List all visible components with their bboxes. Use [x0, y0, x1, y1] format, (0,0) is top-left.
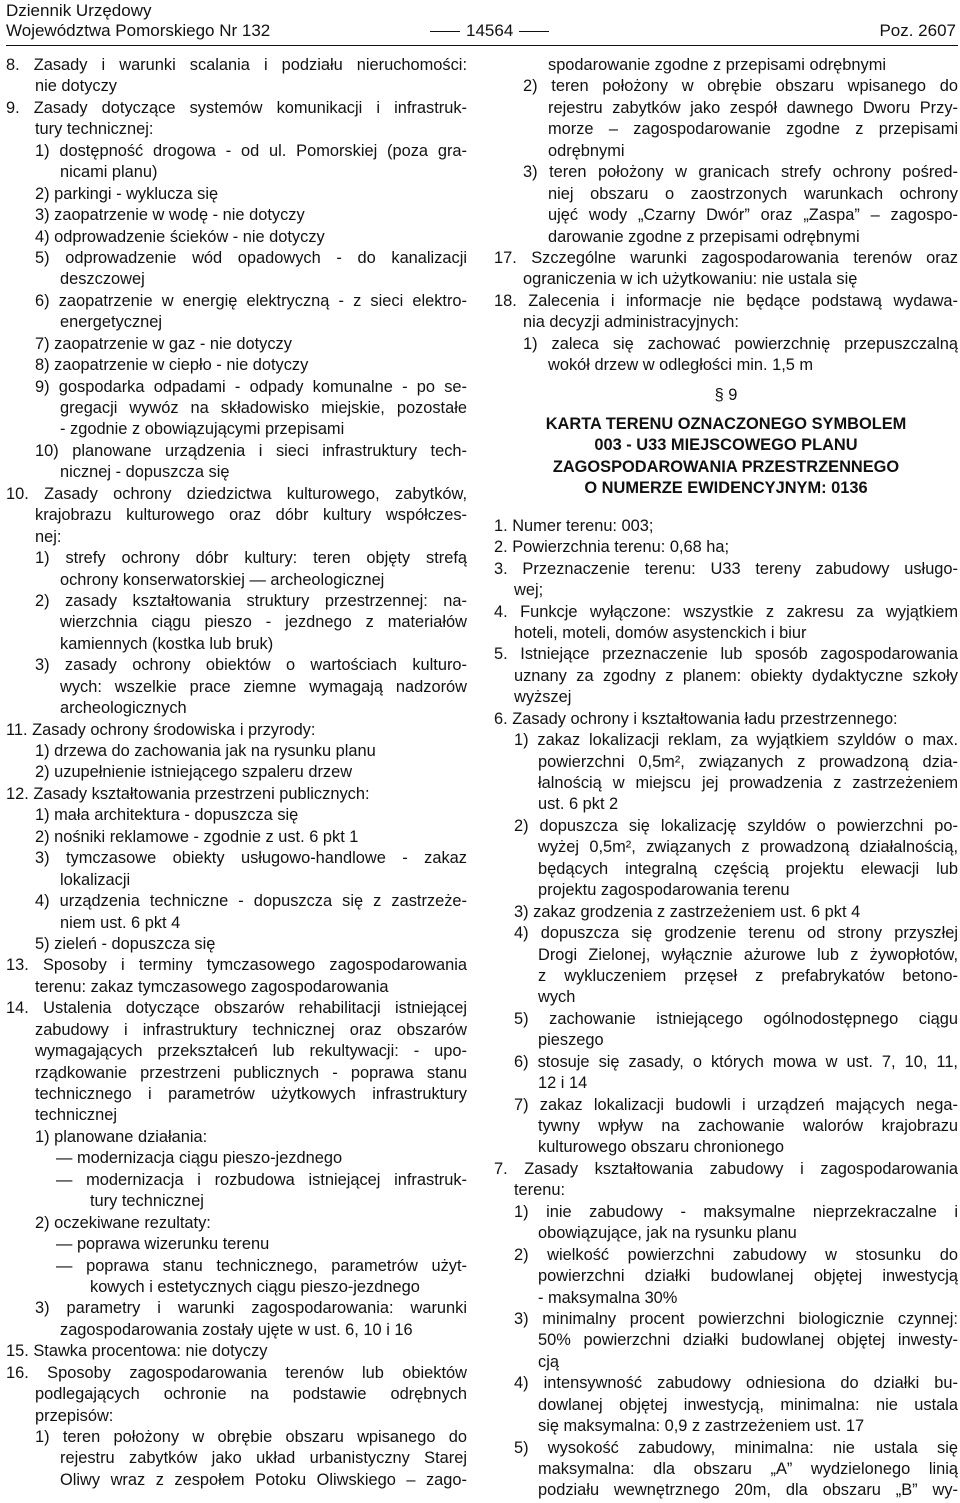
- text-line: [494, 516, 958, 537]
- text-line: [6, 1256, 467, 1277]
- line-text: 2) nośniki reklamowe - zgodnie z ust. 6 pkt 1: [35, 827, 359, 846]
- text-line: [494, 880, 958, 901]
- line-text: 9. Zasady dotyczące systemów komunikacji i infrastruk-: [6, 98, 467, 117]
- section-heading-line: [494, 385, 958, 406]
- line-text: 3) tymczasowe obiekty usługowo-handlowe - zakaz: [35, 849, 467, 868]
- text-line: [6, 955, 467, 976]
- line-text: wyższej: [514, 688, 572, 707]
- line-text: 7) zaopatrzenie w gaz - nie dotyczy: [35, 334, 292, 353]
- line-text: 3) teren położony w granicach strefy ochrony pośred-: [523, 163, 958, 182]
- line-text: powierzchni 0,5m², związanych z prowadzoną dzia-: [538, 752, 958, 771]
- line-text: deszczowej: [60, 270, 145, 289]
- line-text: § 9: [714, 385, 738, 404]
- text-line: [494, 859, 958, 880]
- line-text: 1) strefy ochrony dóbr kultury: teren objęty strefą: [35, 549, 467, 568]
- line-text: 18. Zalecenia i informacje nie będące podstawą wydawa-: [494, 291, 958, 310]
- text-line: [6, 591, 467, 612]
- line-text: 5) zieleń - dopuszcza się: [35, 934, 216, 953]
- line-text: 1) zaleca się zachować powierzchnię przepuszczalną: [523, 334, 958, 353]
- line-text: terenu:: [514, 1181, 566, 1200]
- text-line: [494, 1480, 958, 1501]
- line-text: 2) teren położony w obrębie obszaru wpisanego do: [523, 77, 958, 96]
- text-line: [494, 902, 958, 923]
- line-text: nia decyzji administracyjnych:: [523, 313, 739, 332]
- text-line: [6, 527, 467, 548]
- line-text: pieszego: [538, 1031, 604, 1050]
- line-text: 3. Przeznaczenie terenu: U33 tereny zabudowy usługo-: [494, 559, 958, 578]
- line-text: ZAGOSPODAROWANIA PRZESTRZENNEGO: [552, 457, 900, 476]
- text-line: [6, 998, 467, 1019]
- text-line: [494, 816, 958, 837]
- line-text: — poprawa stanu technicznego, parametrów użyt-: [56, 1256, 467, 1275]
- line-text: O NUMERZE EWIDENCYJNYM: 0136: [584, 479, 868, 498]
- line-text: 4) odprowadzenie ścieków - nie dotyczy: [35, 227, 325, 246]
- text-line: [6, 441, 467, 462]
- text-line: [6, 1384, 467, 1405]
- line-text: 2) dopuszcza się lokalizację szyldów o powierzchni po-: [514, 816, 958, 835]
- line-text: 1) planowane działania:: [35, 1127, 208, 1146]
- text-line: [6, 977, 467, 998]
- section-heading-line: [494, 478, 958, 499]
- line-text: powierzchni działki budowlanej objętej inwestycją: [538, 1267, 958, 1286]
- text-line: [6, 1170, 467, 1191]
- text-line: [494, 334, 958, 355]
- text-line: [6, 1448, 467, 1469]
- journal-region: Województwa Pomorskiego Nr 132: [6, 21, 271, 40]
- line-text: 4) urządzenia techniczne - dopuszcza się z zastrzeże-: [35, 892, 467, 911]
- line-text: 2) parkingi - wyklucza się: [35, 184, 219, 203]
- text-line: [6, 848, 467, 869]
- line-text: niem ust. 6 pkt 4: [60, 913, 181, 932]
- spacer: [494, 377, 958, 385]
- text-line: [6, 119, 467, 140]
- line-text: wymagających przekształceń lub rekultywacji: - upo-: [35, 1042, 467, 1061]
- line-text: Oliwy wraz z zespołem Potoku Oliwskiego – zago-: [60, 1470, 467, 1489]
- text-line: [6, 505, 467, 526]
- line-text: 13. Sposoby i terminy tymczasowego zagospodarowania: [6, 956, 467, 975]
- text-line: [6, 55, 467, 76]
- line-text: Drogi Zielonej, wyłącznie ażurowe lub z żywopłotów,: [538, 945, 958, 964]
- line-text: 7) zakaz lokalizacji budowli i urządzeń mających nega-: [514, 1095, 958, 1114]
- line-text: 3) minimalny procent powierzchni biologicznie czynnej:: [514, 1309, 958, 1328]
- text-line: [6, 248, 467, 269]
- line-text: kamiennych (kostka lub bruk): [60, 634, 274, 653]
- line-text: 4. Funkcje wyłączone: wszystkie z zakresu za wyjątkiem: [494, 602, 958, 621]
- line-text: — modernizacja i rozbudowa istniejącej infrastruk-: [56, 1170, 467, 1189]
- line-text: 5) zachowanie istniejącego ogólnodostępnego ciągu: [514, 1009, 958, 1028]
- spacer: [494, 406, 958, 414]
- text-line: [494, 227, 958, 248]
- text-line: [6, 1105, 467, 1126]
- text-line: [6, 377, 467, 398]
- line-text: 4) dopuszcza się grodzenie terenu od strony przyszłej: [514, 924, 958, 943]
- text-line: [494, 966, 958, 987]
- line-text: 2. Powierzchnia terenu: 0,68 ha;: [494, 538, 730, 557]
- line-text: będących integralną częścią projektu elewacji lub: [538, 859, 958, 878]
- text-line: [494, 1395, 958, 1416]
- line-text: — poprawa wizerunku terenu: [56, 1235, 270, 1254]
- text-line: [494, 687, 958, 708]
- text-line: [494, 623, 958, 644]
- text-line: [6, 162, 467, 183]
- line-text: nicami planu): [60, 163, 158, 182]
- line-text: 3) zakaz grodzenia z zastrzeżeniem ust. 6 pkt 4: [514, 902, 861, 921]
- text-line: [6, 227, 467, 248]
- line-text: 10) planowane urządzenia i sieci infrastruktury tech-: [35, 441, 467, 460]
- text-line: [6, 548, 467, 569]
- text-line: [6, 655, 467, 676]
- line-text: - zgodnie z obowiązującymi przepisami: [60, 420, 345, 439]
- text-line: [494, 205, 958, 226]
- text-line: [494, 1052, 958, 1073]
- text-line: [494, 1180, 958, 1201]
- dash-right: [519, 31, 549, 32]
- line-text: nej:: [35, 527, 62, 546]
- line-text: 17. Szczególne warunki zagospodarowania terenów oraz: [494, 248, 958, 267]
- line-text: darowanie zgodne z przepisami odrębnymi: [548, 227, 860, 246]
- line-text: dowlanej objętej inwestycją, minimalna: nie ustala: [538, 1395, 958, 1414]
- line-text: przepisów:: [35, 1406, 114, 1425]
- text-line: [6, 334, 467, 355]
- text-line: [494, 644, 958, 665]
- text-line: [494, 1073, 958, 1094]
- text-line: [494, 1288, 958, 1309]
- line-text: ograniczenia w ich użytkowaniu: nie ustala się: [523, 270, 858, 289]
- line-text: tywny wpływ na zachowanie walorów krajobrazu: [538, 1117, 958, 1135]
- line-text: 15. Stawka procentowa: nie dotyczy: [6, 1342, 268, 1361]
- text-line: [6, 1063, 467, 1084]
- text-line: [494, 945, 958, 966]
- text-line: [6, 462, 467, 483]
- text-line: [6, 827, 467, 848]
- text-line: [6, 419, 467, 440]
- line-text: 7. Zasady kształtowania zabudowy i zagospodarowania: [494, 1159, 958, 1178]
- line-text: hoteli, moteli, domów asystenckich i biur: [514, 623, 807, 642]
- text-line: [494, 580, 958, 601]
- line-text: 1) dostępność drogowa - od ul. Pomorskiej (poza gra-: [35, 141, 467, 160]
- text-line: [6, 1084, 467, 1105]
- line-text: ujęć wody „Czarny Dwór” oraz „Zaspa” – zagospo-: [548, 206, 958, 225]
- line-text: rejestru zabytków jako zespół dawnego Dworu Przy-: [548, 98, 958, 117]
- text-line: [494, 1459, 958, 1480]
- text-line: [6, 1470, 467, 1491]
- text-line: [6, 741, 467, 762]
- text-line: [494, 1266, 958, 1287]
- text-line: [6, 1406, 467, 1427]
- line-text: 2) uzupełnienie istniejącego szpaleru drzew: [35, 763, 353, 782]
- line-text: ust. 6 pkt 2: [538, 795, 619, 814]
- text-line: [6, 484, 467, 505]
- line-text: 003 - U33 MIEJSCOWEGO PLANU: [594, 436, 858, 455]
- line-text: - maksymalna 30%: [538, 1288, 678, 1307]
- line-text: technicznej: [35, 1106, 118, 1125]
- right-column: [494, 55, 958, 1502]
- page-header: [6, 0, 956, 46]
- page-number-value: 14564: [466, 21, 514, 40]
- text-line: [6, 1277, 467, 1298]
- line-text: 3) zasady ochrony obiektów o wartościach kulturo-: [35, 656, 467, 675]
- line-text: 3) zaopatrzenie w wodę - nie dotyczy: [35, 206, 305, 225]
- line-text: tury technicznej: [90, 1192, 204, 1211]
- line-text: kowych i estetycznych ciągu pieszo-jezdnego: [90, 1277, 420, 1296]
- text-line: [494, 1245, 958, 1266]
- line-text: gregacji wywóz na składowisko miejskie, pozostałe: [60, 399, 467, 417]
- line-text: wierzchnia ciągu pieszo - jezdnego z materiałów: [60, 613, 467, 632]
- line-text: wokół drzew w odległości min. 1,5 m: [548, 356, 814, 375]
- line-text: 2) zasady kształtowania struktury przestrzennej: na-: [35, 591, 467, 610]
- text-line: [494, 162, 958, 183]
- text-line: [494, 269, 958, 290]
- text-line: [6, 1234, 467, 1255]
- text-line: [494, 837, 958, 858]
- line-text: 5) odprowadzenie wód opadowych - do kanalizacji: [35, 248, 467, 267]
- text-line: [6, 269, 467, 290]
- text-line: [494, 312, 958, 333]
- line-text: wych: wszelkie prace ziemne wymagają nadzorów: [60, 677, 467, 696]
- left-column: [6, 55, 467, 1491]
- text-line: [6, 913, 467, 934]
- text-line: [6, 634, 467, 655]
- line-text: technicznego i parametrów użytkowych infrastruktury: [35, 1085, 467, 1103]
- spacer: [494, 500, 958, 508]
- text-line: [494, 98, 958, 119]
- line-text: 5. Istniejące przeznaczenie lub sposób zagospodarowania: [494, 645, 958, 664]
- line-text: tury technicznej:: [35, 120, 154, 139]
- line-text: maksymalna: dla obszaru „A” wydzielonego linią: [538, 1460, 958, 1478]
- text-line: [494, 1009, 958, 1030]
- text-line: [494, 1416, 958, 1437]
- text-line: [494, 291, 958, 312]
- line-text: 4) intensywność zabudowy odniesiona do działki bu-: [514, 1374, 958, 1393]
- line-text: 2) oczekiwane rezultaty:: [35, 1213, 211, 1232]
- text-line: [494, 752, 958, 773]
- line-text: cją: [538, 1352, 559, 1371]
- line-text: 1) zakaz lokalizacji reklam, za wyjątkiem szyldów o max.: [514, 731, 958, 750]
- journal-title: Dziennik Urzędowy: [6, 1, 152, 20]
- text-line: [494, 119, 958, 140]
- line-text: 8. Zasady i warunki scalania i podziału nieruchomości:: [6, 56, 467, 74]
- line-text: 50% powierzchni działki budowlanej objętej inwesty-: [538, 1331, 958, 1350]
- line-text: 1. Numer terenu: 003;: [494, 516, 654, 535]
- line-text: 5) wysokość zabudowy, minimalna: nie ustala się: [514, 1438, 958, 1457]
- section-heading-line: [494, 414, 958, 435]
- line-text: 6. Zasady ochrony i kształtowania ładu przestrzennego:: [494, 709, 898, 728]
- text-line: [494, 184, 958, 205]
- line-text: wej;: [514, 581, 544, 600]
- line-text: 16. Sposoby zagospodarowania terenów lub obiektów: [6, 1363, 467, 1382]
- line-text: odrębnymi: [548, 141, 625, 160]
- line-text: podlegających ochronie na podstawie odrębnych: [35, 1385, 467, 1404]
- line-text: rządkowanie przestrzeni publicznych - poprawa stanu: [35, 1063, 467, 1082]
- text-line: [6, 1363, 467, 1384]
- spacer: [494, 508, 958, 516]
- text-line: [6, 1127, 467, 1148]
- text-line: [6, 698, 467, 719]
- text-line: [6, 870, 467, 891]
- text-line: [6, 1020, 467, 1041]
- line-text: nicznej - dopuszcza się: [60, 463, 230, 482]
- line-text: krajobrazu kulturowego oraz dóbr kultury współczes-: [35, 506, 467, 525]
- text-line: [6, 291, 467, 312]
- line-text: 12. Zasady kształtowania przestrzeni publicznych:: [6, 784, 370, 803]
- text-line: [494, 1137, 958, 1158]
- text-line: [494, 248, 958, 269]
- line-text: się maksymalna: 0,9 z zastrzeżeniem ust. 17: [538, 1417, 865, 1436]
- text-line: [494, 1159, 958, 1180]
- line-text: KARTA TERENU OZNACZONEGO SYMBOLEM: [545, 415, 907, 433]
- line-text: 1) mała architektura - dopuszcza się: [35, 806, 299, 825]
- text-line: [6, 98, 467, 119]
- line-text: terenu: zakaz tymczasowego zagospodarowania: [35, 977, 389, 996]
- line-text: niej obszaru o zaostrzonych warunkach ochrony: [548, 184, 958, 203]
- text-line: [494, 602, 958, 623]
- line-text: uznany za zgodny z planem: obiekty dydaktyczne szkoły: [514, 666, 958, 685]
- text-line: [6, 1213, 467, 1234]
- text-line: [494, 1202, 958, 1223]
- text-line: [494, 1438, 958, 1459]
- text-line: [6, 1341, 467, 1362]
- text-line: [494, 923, 958, 944]
- line-text: z wykluczeniem przęseł z prefabrykatów betono-: [538, 966, 958, 985]
- text-line: [494, 1095, 958, 1116]
- text-line: [494, 537, 958, 558]
- text-line: [6, 677, 467, 698]
- line-text: kulturowego obszaru chronionego: [538, 1138, 785, 1157]
- line-text: 2) wielkość powierzchni zabudowy w stosunku do: [514, 1245, 958, 1264]
- line-text: 6) zaopatrzenie w energię elektryczną - z sieci elektro-: [35, 291, 467, 310]
- text-line: [6, 1298, 467, 1319]
- text-line: [494, 1352, 958, 1373]
- line-text: ochrony konserwatorskiej — archeologicznej: [60, 570, 385, 589]
- line-text: lokalizacji: [60, 870, 131, 889]
- line-text: archeologicznych: [60, 699, 187, 718]
- text-line: [6, 355, 467, 376]
- line-text: podziału wewnętrznego 20m, dla obszaru „B” wy-: [538, 1481, 958, 1500]
- line-text: projektu zagospodarowania terenu: [538, 881, 790, 900]
- page-number: [424, 20, 555, 41]
- text-line: [6, 1320, 467, 1341]
- text-line: [6, 805, 467, 826]
- text-line: [494, 709, 958, 730]
- text-line: [494, 730, 958, 751]
- text-line: [6, 934, 467, 955]
- text-line: [6, 184, 467, 205]
- line-text: nie dotyczy: [35, 77, 117, 96]
- text-line: [6, 762, 467, 783]
- text-line: [494, 559, 958, 580]
- text-line: [6, 398, 467, 419]
- text-line: [494, 1223, 958, 1244]
- line-text: rejestru zabytków jako układ urbanistyczny Starej: [60, 1449, 467, 1468]
- text-line: [6, 1191, 467, 1212]
- line-text: zagospodarowania zostały ujęte w ust. 6, 10 i 16: [60, 1320, 413, 1339]
- line-text: obowiązujące, jak na rysunku planu: [538, 1224, 797, 1243]
- line-text: 1) teren położony w obrębie obszaru wpisanego do: [35, 1428, 467, 1446]
- line-text: morze – zagospodarowanie zgodne z przepisami: [548, 120, 958, 139]
- text-line: [494, 1373, 958, 1394]
- line-text: 6) stosuje się zasady, o których mowa w ust. 7, 10, 11,: [514, 1052, 958, 1071]
- text-line: [494, 76, 958, 97]
- text-line: [6, 570, 467, 591]
- line-text: 11. Zasady ochrony środowiska i przyrody:: [6, 720, 316, 739]
- line-text: — modernizacja ciągu pieszo-jezdnego: [56, 1149, 343, 1168]
- text-line: [494, 987, 958, 1008]
- text-line: [6, 891, 467, 912]
- line-text: 1) drzewa do zachowania jak na rysunku planu: [35, 742, 376, 760]
- text-line: [494, 1030, 958, 1051]
- line-text: zabudowy i infrastruktury technicznej oraz obszarów: [35, 1020, 467, 1039]
- line-text: spodarowanie zgodne z przepisami odrębnymi: [548, 56, 887, 74]
- text-line: [6, 205, 467, 226]
- line-text: 3) parametry i warunki zagospodarowania: warunki: [35, 1299, 467, 1318]
- section-heading-line: [494, 457, 958, 478]
- text-line: [6, 612, 467, 633]
- line-text: łalnością w miejscu jej prowadzenia z zastrzeżeniem: [538, 774, 958, 792]
- text-line: [6, 76, 467, 97]
- header-rule: [6, 45, 958, 46]
- text-line: [6, 720, 467, 741]
- text-line: [6, 1041, 467, 1062]
- text-line: [6, 141, 467, 162]
- text-line: [494, 1330, 958, 1351]
- dash-left: [430, 31, 460, 32]
- line-text: wyżej 0,5m², związanych z prowadzoną działalnością,: [538, 838, 958, 857]
- text-line: [494, 355, 958, 376]
- line-text: 12 i 14: [538, 1074, 588, 1093]
- line-text: 1) inie zabudowy - maksymalne nieprzekraczalne i: [514, 1202, 958, 1221]
- text-line: [494, 55, 958, 76]
- text-line: [494, 1116, 958, 1137]
- position-number: Poz. 2607: [879, 21, 956, 40]
- text-line: [6, 1148, 467, 1169]
- text-line: [494, 1309, 958, 1330]
- line-text: wych: [538, 988, 576, 1007]
- text-line: [494, 794, 958, 815]
- text-line: [6, 312, 467, 333]
- line-text: 8) zaopatrzenie w ciepło - nie dotyczy: [35, 356, 309, 375]
- line-text: energetycznej: [60, 313, 163, 332]
- line-text: 14. Ustalenia dotyczące obszarów rehabilitacji istniejącej: [6, 999, 467, 1018]
- text-line: [494, 666, 958, 687]
- section-heading-line: [494, 435, 958, 456]
- text-line: [494, 773, 958, 794]
- line-text: 9) gospodarka odpadami - odpady komunalne - po se-: [35, 377, 467, 396]
- text-line: [6, 1427, 467, 1448]
- line-text: 10. Zasady ochrony dziedzictwa kulturowego, zabytków,: [6, 484, 467, 503]
- text-line: [494, 141, 958, 162]
- text-line: [6, 784, 467, 805]
